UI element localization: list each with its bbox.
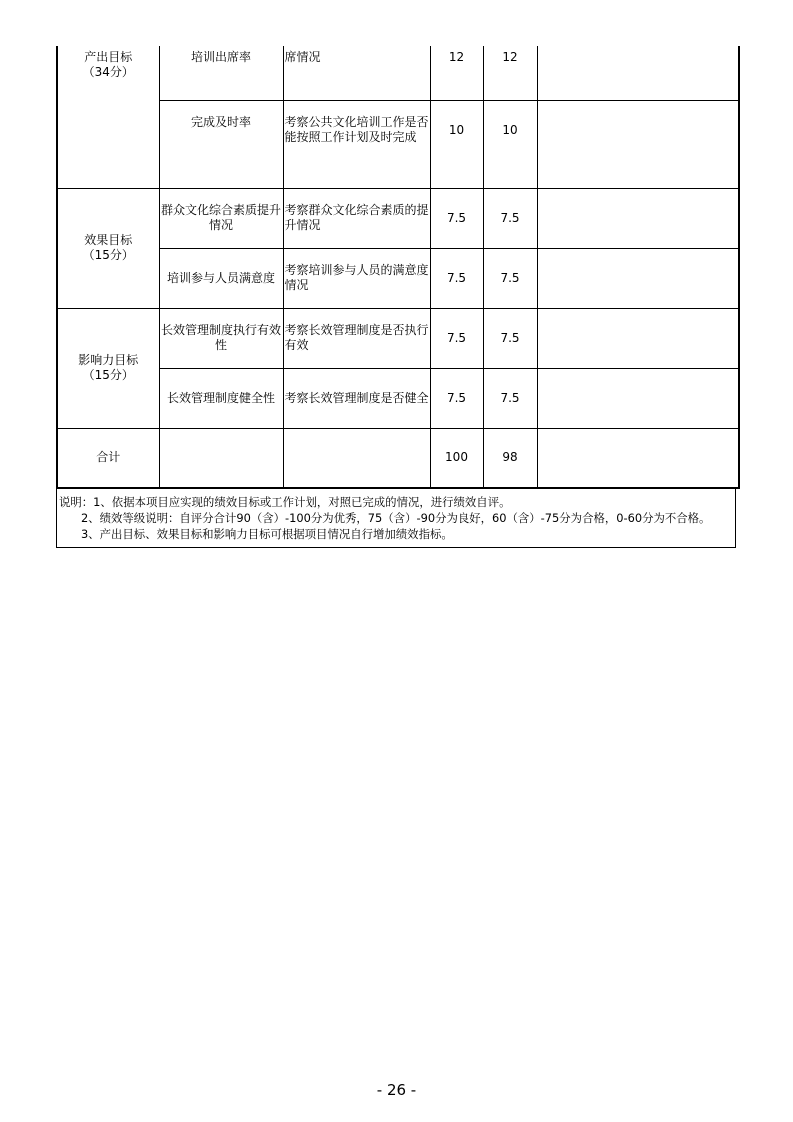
table-row [57, 308, 739, 368]
note-line-2: 2、绩效等级说明：自评分合计90（含）-100分为优秀，75（含）-90分为良好，60（含）-75分为合格，0-60分为不合格。 [81, 511, 711, 525]
self-score-cell: 10 [483, 100, 537, 188]
table-row [57, 248, 739, 308]
score-cell: 12 [430, 46, 483, 100]
description-cell: 考察长效管理制度是否执行有效 [283, 308, 430, 368]
indicator-cell: 长效管理制度健全性 [159, 368, 283, 428]
indicator-cell: 群众文化综合素质提升情况 [159, 188, 283, 248]
description-cell: 考察培训参与人员的满意度情况 [283, 248, 430, 308]
category-name: 影响力目标 [78, 353, 139, 367]
notes-section [56, 489, 736, 548]
self-score-cell: 7.5 [483, 368, 537, 428]
self-score-cell: 7.5 [483, 308, 537, 368]
table-row [57, 100, 739, 188]
remark-cell [537, 308, 739, 368]
total-score: 100 [430, 428, 483, 488]
total-indicator-cell [159, 428, 283, 488]
indicator-cell: 培训出席率 [159, 46, 283, 100]
table-row [57, 46, 739, 100]
score-cell: 7.5 [430, 188, 483, 248]
indicator-cell: 培训参与人员满意度 [159, 248, 283, 308]
indicator-cell: 完成及时率 [159, 100, 283, 188]
category-name: 效果目标 [84, 233, 133, 247]
performance-table [56, 46, 740, 489]
page-number: - 26 - [376, 1081, 417, 1099]
remark-cell [537, 368, 739, 428]
total-row [57, 428, 739, 488]
category-score: （15分） [82, 368, 134, 382]
description-cell: 席情况 [283, 46, 430, 100]
category-score: （34分） [82, 65, 134, 79]
total-label: 合计 [57, 428, 159, 488]
table-row [57, 188, 739, 248]
score-cell: 7.5 [430, 368, 483, 428]
table-row [57, 368, 739, 428]
indicator-cell: 长效管理制度执行有效性 [159, 308, 283, 368]
description-cell: 考察长效管理制度是否健全 [283, 368, 430, 428]
remark-cell [537, 248, 739, 308]
score-cell: 7.5 [430, 308, 483, 368]
description-cell: 考察群众文化综合素质的提升情况 [283, 188, 430, 248]
score-cell: 7.5 [430, 248, 483, 308]
remark-cell [537, 100, 739, 188]
self-score-cell: 7.5 [483, 188, 537, 248]
self-score-cell: 12 [483, 46, 537, 100]
self-score-cell: 7.5 [483, 248, 537, 308]
description-cell: 考察公共文化培训工作是否能按照工作计划及时完成 [283, 100, 430, 188]
category-score: （15分） [82, 248, 134, 262]
score-cell: 10 [430, 100, 483, 188]
category-cell [57, 308, 159, 428]
category-cell [57, 188, 159, 308]
category-name: 产出目标 [84, 50, 133, 64]
note-line-1: 说明：1、依据本项目应实现的绩效目标或工作计划，对照已完成的情况，进行绩效自评。 [59, 495, 511, 509]
note-line-3: 3、产出目标、效果目标和影响力目标可根据项目情况自行增加绩效指标。 [81, 527, 453, 541]
total-description-cell [283, 428, 430, 488]
total-self-score: 98 [483, 428, 537, 488]
remark-cell [537, 188, 739, 248]
category-cell [57, 46, 159, 188]
total-remark-cell [537, 428, 739, 488]
remark-cell [537, 46, 739, 100]
